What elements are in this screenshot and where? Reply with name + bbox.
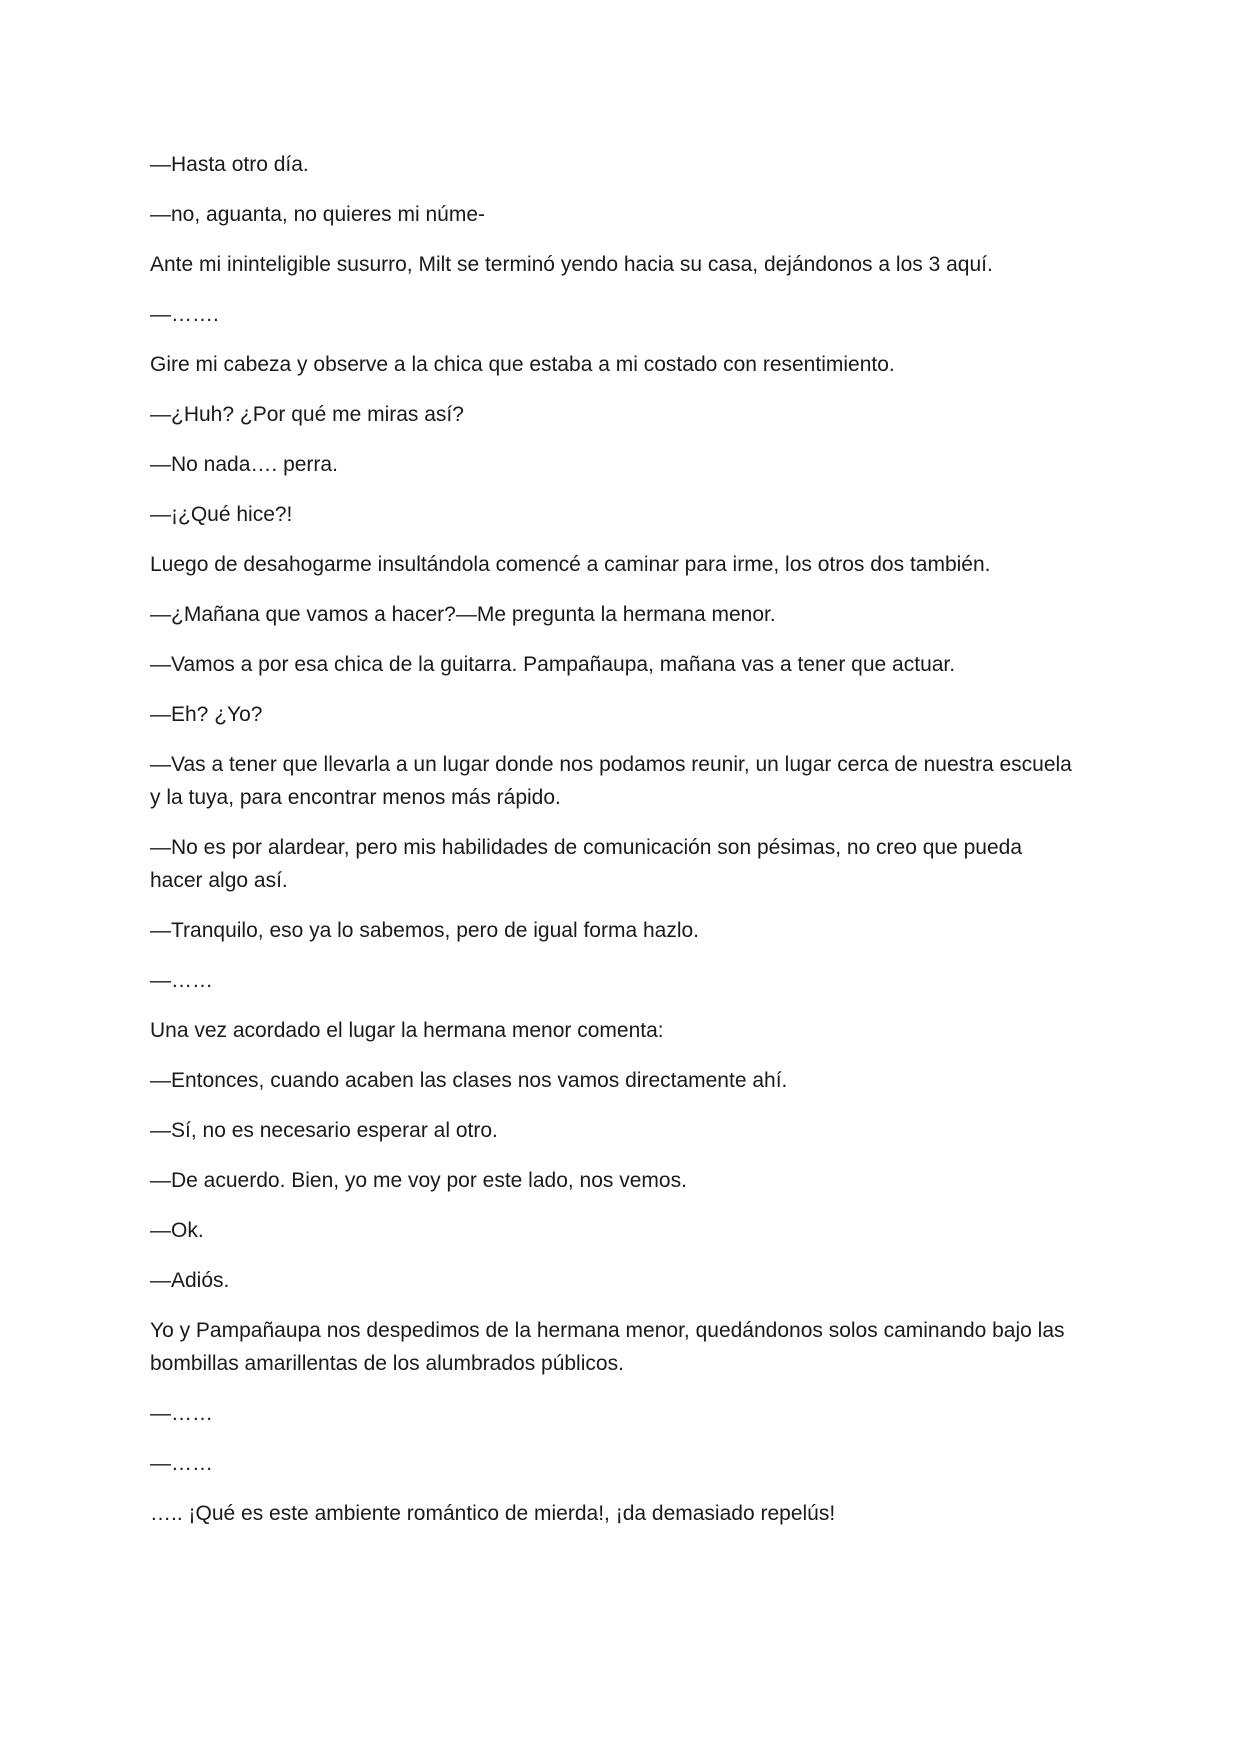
document-body — [150, 148, 1080, 1547]
paragraph: —De acuerdo. Bien, yo me voy por este lado, nos vemos. — [150, 1169, 687, 1192]
paragraph: Gire mi cabeza y observe a la chica que estaba a mi costado con resentimiento. — [150, 353, 895, 376]
paragraph: —Eh? ¿Yo? — [150, 703, 263, 726]
paragraph: —……. — [150, 303, 219, 326]
paragraph: —no, aguanta, no quieres mi núme- — [150, 203, 486, 226]
paragraph: —No es por alardear, pero mis habilidades de comunicación son pésimas, no creo que pueda hacer algo así. — [150, 836, 1023, 892]
paragraph: —Hasta otro día. — [150, 153, 309, 176]
paragraph: Luego de desahogarme insultándola comencé a caminar para irme, los otros dos también. — [150, 553, 991, 576]
paragraph: —¿Huh? ¿Por qué me miras así? — [150, 403, 464, 426]
paragraph: —Tranquilo, eso ya lo sabemos, pero de igual forma hazlo. — [150, 919, 700, 942]
paragraph: —Sí, no es necesario esperar al otro. — [150, 1119, 498, 1142]
paragraph: —Vas a tener que llevarla a un lugar donde nos podamos reunir, un lugar cerca de nuestra escuela y la tuya, para encontrar menos más rápido. — [150, 753, 1072, 809]
paragraph: —Entonces, cuando acaben las clases nos vamos directamente ahí. — [150, 1069, 788, 1092]
paragraph: —Adiós. — [150, 1269, 230, 1292]
paragraph: Yo y Pampañaupa nos despedimos de la hermana menor, quedándonos solos caminando bajo las bombillas amarillentas de los alumbrados públicos. — [150, 1319, 1065, 1375]
paragraph: —¡¿Qué hice?! — [150, 503, 293, 526]
paragraph: —Ok. — [150, 1219, 204, 1242]
paragraph: —…… — [150, 1402, 213, 1425]
paragraph: —¿Mañana que vamos a hacer?—Me pregunta la hermana menor. — [150, 603, 776, 626]
paragraph: Ante mi ininteligible susurro, Milt se terminó yendo hacia su casa, dejándonos a los 3 aquí. — [150, 253, 993, 276]
paragraph: —…… — [150, 969, 213, 992]
paragraph: —Vamos a por esa chica de la guitarra. Pampañaupa, mañana vas a tener que actuar. — [150, 653, 956, 676]
paragraph: ….. ¡Qué es este ambiente romántico de mierda!, ¡da demasiado repelús! — [150, 1502, 836, 1525]
paragraph: —…… — [150, 1452, 213, 1475]
paragraph: —No nada…. perra. — [150, 453, 338, 476]
paragraph: Una vez acordado el lugar la hermana menor comenta: — [150, 1019, 664, 1042]
